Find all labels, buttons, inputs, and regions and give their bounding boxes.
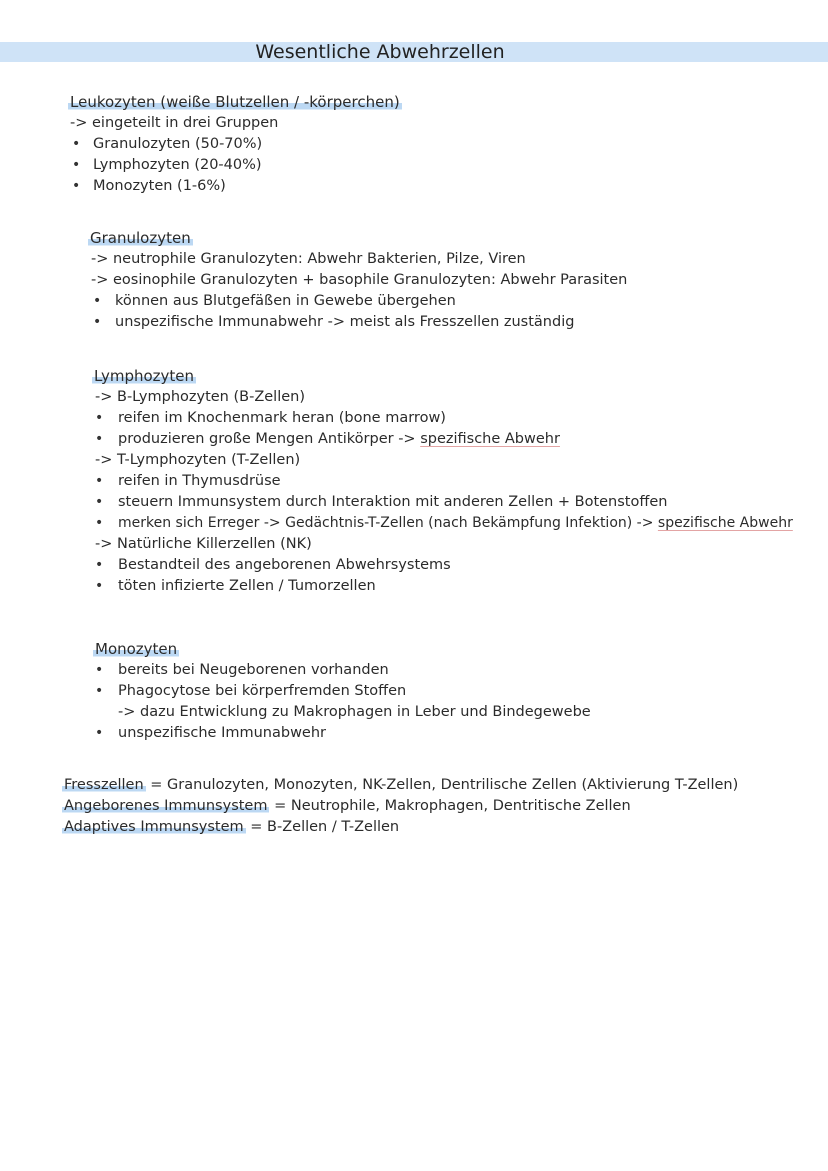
bullet-icon: • — [95, 515, 104, 531]
granulozyten-heading: Granulozyten — [90, 229, 191, 247]
t-lymphozyten-heading: -> T-Lymphozyten (T-Zellen) — [95, 452, 301, 468]
leukozyten-heading: Leukozyten (weiße Blutzellen / -körperchen) — [70, 93, 400, 111]
list-item: unspezifische Immunabwehr — [118, 725, 327, 741]
leukozyten-intro: -> eingeteilt in drei Gruppen — [70, 115, 279, 131]
list-item: Lymphozyten (20-40%) — [93, 157, 262, 173]
list-item: steuern Immunsystem durch Interaktion mit anderen Zellen + Botenstoffen — [118, 494, 668, 510]
list-item: reifen in Thymusdrüse — [118, 473, 281, 489]
bullet-icon: • — [95, 473, 104, 489]
bullet-icon: • — [93, 293, 102, 309]
granulozyten-arrow-1: -> neutrophile Granulozyten: Abwehr Bakterien, Pilze, Viren — [91, 251, 526, 267]
list-item: Phagocytose bei körperfremden Stoffen — [118, 683, 407, 699]
list-item: Monozyten (1-6%) — [93, 178, 226, 194]
nk-heading: -> Natürliche Killerzellen (NK) — [95, 536, 312, 552]
page-title: Wesentliche Abwehrzellen — [255, 41, 505, 63]
list-item: Bestandteil des angeborenen Abwehrsystems — [118, 557, 451, 573]
list-item: töten infizierte Zellen / Tumorzellen — [118, 578, 376, 594]
bullet-icon: • — [72, 157, 81, 173]
bullet-icon: • — [72, 178, 81, 194]
bullet-icon: • — [95, 578, 104, 594]
bullet-icon: • — [95, 410, 104, 426]
list-item: merken sich Erreger -> Gedächtnis-T-Zellen (nach Bekämpfung Infektion) -> spezifische Abwehr — [118, 515, 793, 531]
list-item: Granulozyten (50-70%) — [93, 136, 263, 152]
bullet-icon: • — [95, 557, 104, 573]
bullet-icon: • — [95, 725, 104, 741]
monozyten-heading: Monozyten — [95, 640, 178, 658]
list-item-sub: -> dazu Entwicklung zu Makrophagen in Leber und Bindegewebe — [118, 704, 591, 720]
summary-adaptiv: Adaptives Immunsystem = B-Zellen / T-Zellen — [64, 819, 400, 835]
bullet-icon: • — [95, 494, 104, 510]
list-item: bereits bei Neugeborenen vorhanden — [118, 662, 389, 678]
granulozyten-arrow-2: -> eosinophile Granulozyten + basophile Granulozyten: Abwehr Parasiten — [91, 272, 628, 288]
bullet-icon: • — [95, 683, 104, 699]
summary-fresszellen: Fresszellen = Granulozyten, Monozyten, NK-Zellen, Dentrilische Zellen (Aktivierung T-Zellen) — [64, 777, 739, 793]
bullet-icon: • — [95, 662, 104, 678]
list-item: reifen im Knochenmark heran (bone marrow) — [118, 410, 446, 426]
lymphozyten-heading: Lymphozyten — [94, 367, 195, 385]
bullet-icon: • — [95, 431, 104, 447]
b-lymphozyten-heading: -> B-Lymphozyten (B-Zellen) — [95, 389, 306, 405]
bullet-icon: • — [72, 136, 81, 152]
summary-angeboren: Angeborenes Immunsystem = Neutrophile, Makrophagen, Dentritische Zellen — [64, 798, 631, 814]
list-item: produzieren große Mengen Antikörper -> spezifische Abwehr — [118, 431, 560, 447]
list-item: unspezifische Immunabwehr -> meist als Fresszellen zuständig — [115, 314, 575, 330]
list-item: können aus Blutgefäßen in Gewebe übergehen — [115, 293, 456, 309]
bullet-icon: • — [93, 314, 102, 330]
